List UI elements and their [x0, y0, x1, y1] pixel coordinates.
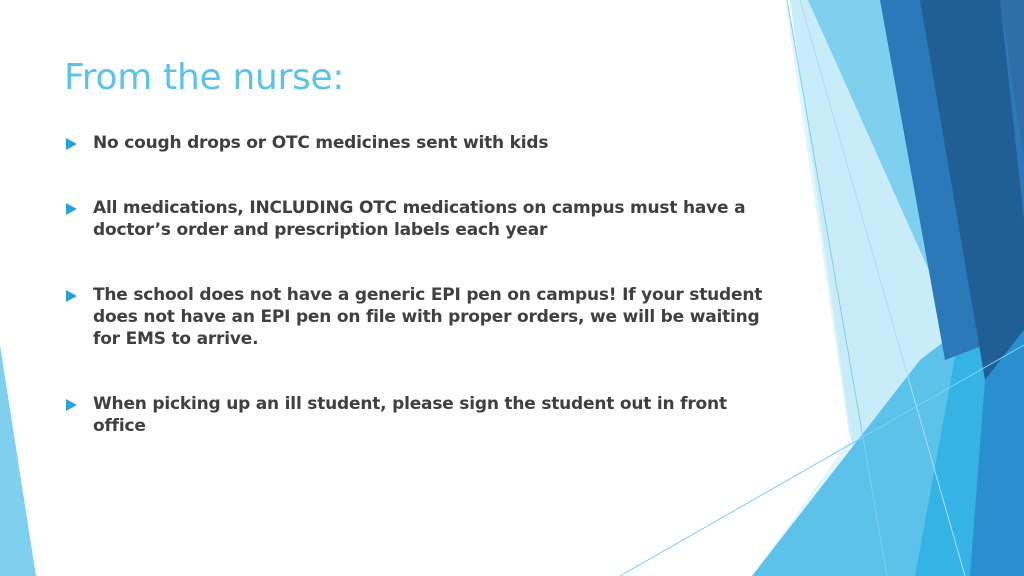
- bullet-arrow-icon: [66, 399, 77, 411]
- bullet-arrow-icon: [66, 290, 77, 302]
- bullet-item: [64, 393, 774, 437]
- slide-title: From the nurse:: [64, 57, 345, 98]
- bullet-item: [64, 284, 774, 350]
- left-edge-facet: [0, 345, 36, 576]
- bullet-list: [64, 132, 774, 480]
- bullet-text: When picking up an ill student, please sign the student out in front office: [93, 394, 727, 436]
- bullet-text: The school does not have a generic EPI pen on campus! If your student does not have an EPI pen on file with proper orders, we will be waiting for EMS to arrive.: [93, 285, 763, 349]
- bullet-text: No cough drops or OTC medicines sent with kids: [93, 133, 549, 153]
- bullet-text: All medications, INCLUDING OTC medications on campus must have a doctor’s order and prescription labels each year: [93, 198, 746, 240]
- bullet-arrow-icon: [66, 203, 77, 215]
- bullet-arrow-icon: [66, 138, 77, 150]
- bullet-item: [64, 197, 774, 241]
- bullet-item: [64, 132, 774, 154]
